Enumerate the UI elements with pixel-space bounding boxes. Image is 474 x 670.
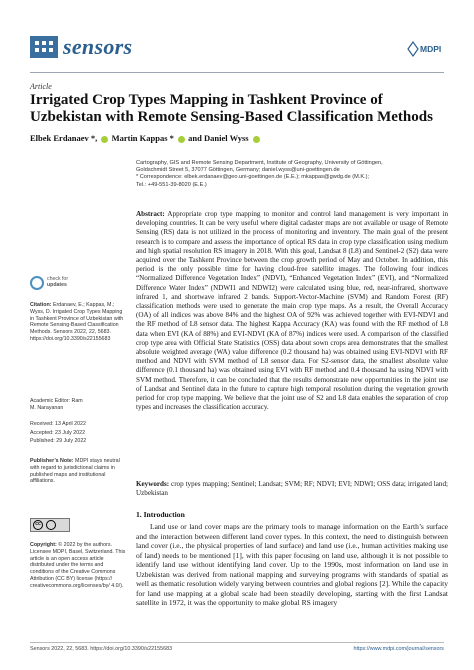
received-date: Received: 13 April 2022 [30, 421, 86, 427]
check-for-updates-badge[interactable] [30, 276, 70, 300]
orcid-icon[interactable] [253, 136, 260, 143]
check-updates-line2: updates [47, 282, 67, 288]
citation [30, 302, 126, 343]
copyright-text: © 2022 by the authors. Licensee MDPI, Basel, Switzerland. This article is an open access article distributed under the terms and conditions of the Creative Commons Attribution (CC BY) license (https:// creativecommons.org/licenses/by/ 4.0/). [30, 542, 126, 589]
editor-label: Academic Editor: Ram [30, 398, 83, 404]
journal-name[interactable]: sensors [63, 34, 133, 59]
check-updates-line1: check for [47, 276, 69, 282]
affiliation-line: Cartography, GIS and Remote Sensing Department, Institute of Geography, University of Göttingen, [136, 160, 383, 166]
publication-dates [30, 420, 126, 446]
abstract [136, 210, 448, 412]
editor-name: M. Narayanan [30, 404, 64, 411]
orcid-icon[interactable] [101, 136, 108, 143]
publisher-note-text: MDPI stays neutral with regard to jurisdictional claims in published maps and institutional affiliations. [30, 458, 120, 485]
publisher-note-label: Publisher’s Note: [30, 458, 74, 464]
correspondence-line: * Correspondence: elbek.erdanaev@geo.uni-goettingen.de (E.E.); mkappas@gwdg.de (M.K.); [136, 174, 370, 181]
attribution-icon [46, 520, 56, 530]
cc-by-license-badge[interactable] [30, 518, 70, 532]
check-updates-icon [30, 276, 44, 290]
affiliation-line: Goldschmidt Street 5, 37077 Göttingen, Germany; daniel.wyss@uni-goettingen.de [136, 167, 340, 174]
copyright-label: Copyright: [30, 542, 57, 548]
header-divider [30, 72, 444, 73]
accepted-date: Accepted: 23 July 2022 [30, 429, 86, 436]
keywords-text: crop types mapping; Sentinel; Landsat; SVM; RF; NDVI; EVI; NDWI; OSS data; irrigated land; Uzbekistan [136, 480, 448, 498]
citation-text[interactable]: Erdanaev, E.; Kappas, M.; Wyss, D. Irrigated Crop Types Mapping in Tashkent Province of Uzbekistan with Remote Sensing-Based Classification Methods. Sensors 2022, 22, 5683. https://doi.org/10.3390/s22155683 [30, 302, 124, 342]
published-date: Published: 29 July 2022 [30, 438, 87, 445]
keywords-label: Keywords: [136, 480, 170, 488]
author-name[interactable]: Martin Kappas * [111, 133, 174, 143]
article-title: Irrigated Crop Types Mapping in Tashkent Province of Uzbekistan with Remote Sensing-Based Classification Methods [30, 92, 433, 125]
author-name[interactable]: and Daniel Wyss [188, 133, 249, 143]
keywords [136, 480, 448, 498]
abstract-label: Abstract: [136, 210, 165, 218]
article-type: Article [30, 82, 52, 91]
mdpi-logo[interactable] [404, 38, 444, 60]
journal-header [30, 36, 444, 76]
publisher-note [30, 458, 126, 485]
intro-paragraph: Land use or land cover maps are the primary tools to manage information on the Earth’s surface and the interaction between different land cover types. In this context, the need to distinguish between land cover (i.e., the physical properties of land surface) and land use (i.e., human activities making use of land) needs to be mentioned [1], with this paper focusing on land use, although it is not possible to identify land use without identifying land cover. Up to the 1990s, most information on land use in Uzbekistan was derived from national mapping and surveying programs with standards of spatial as well as thematic resolution widely varying between countries and global regions [2]. While the capacity for land use mapping at a global scale had been steadily developing, starting with the first Landsat satellite in 1972, it was the opportunity to make global RS imagery [136, 522, 448, 607]
footer-citation[interactable]: Sensors 2022, 22, 5683. https://doi.org/10.3390/s22155683 [30, 646, 173, 652]
publisher-logo-text: MDPI [420, 44, 442, 54]
orcid-icon[interactable] [178, 136, 185, 143]
author-name[interactable]: Elbek Erdanaev *, [30, 133, 98, 143]
author-list [30, 133, 261, 143]
citation-label: Citation: [30, 302, 52, 308]
abstract-text: Appropriate crop type mapping to monitor and control land management is very important in developing countries. It can be very useful where digital cadaster maps are not available or usage of Remote Sensing (RS) data is not utilized in the process of monitoring and inventory. The main goal of the present research is to compare and assess the importance of optical RS data in crop type classification using medium and high spatial resolution RS imagery in 2018. With this goal, Landsat 8 (L8) and Sentinel-2 (S2) data were acquired over the Tashkent Province between the crop growth period of May and October. In addition, this period is the only possible time for having cloud-free satellite images. The following four indices “Normalized Difference Vegetation Index” (NDVI), “Enhanced Vegetation Index” (EVI), and “Normalized Difference Water Index” (NDWI1 and NDWI2) were calculated using blue, red, near-infrared, shortwave infrared 1, and shortwave infrared 2 bands. Support-Vector-Machine (SVM) and Random Forest (RF) classification methods were used to generate the main crop type maps. As a result, the Overall Accuracy (OA) of all indices was above 84% and the highest OA of 92% was achieved together with EVI-NDVI and the RF method of L8 sensor data. The highest Kappa Accuracy (KA) was found with the RF method of L8 data when EVI (KA of 88%) and EVI-NDVI (KA of 87%) indices were used. A comparison of the classified crop type area with Official State Statistics (OSS) data about sown crops area demonstrates that the smallest absolute weighted average (WA) value difference (0.2 thousand ha) was obtained using EVI-NDVI with RF method and NDVI with SVM method of L8 sensor data. For S2-sensor data, the smallest absolute value difference (0.1 thousand ha) was obtained using EVI with RF method and 0.4 thousand ha using NDVI with SVM method. Therefore, it can be concluded that the results demonstrate new opportunities in the joint use of Landsat and Sentinel data in the future to capture high temporal resolution during the vegetation growth period for crop type mapping. We believe that the joint use of S2 and L8 data enables the separation of crop types and increases the classification accuracy. [136, 210, 448, 412]
academic-editor [30, 398, 126, 412]
affiliation [136, 160, 446, 189]
correspondence-line: Tel.: +49-551-39-8020 (E.E.) [136, 181, 207, 188]
cc-icon: cc [33, 520, 43, 530]
footer-divider [30, 642, 444, 643]
copyright [30, 542, 126, 590]
section-heading: 1. Introduction [136, 510, 185, 519]
footer-journal-link[interactable]: https://www.mdpi.com/journal/sensors [353, 646, 444, 652]
sensors-logo-icon [30, 36, 58, 58]
